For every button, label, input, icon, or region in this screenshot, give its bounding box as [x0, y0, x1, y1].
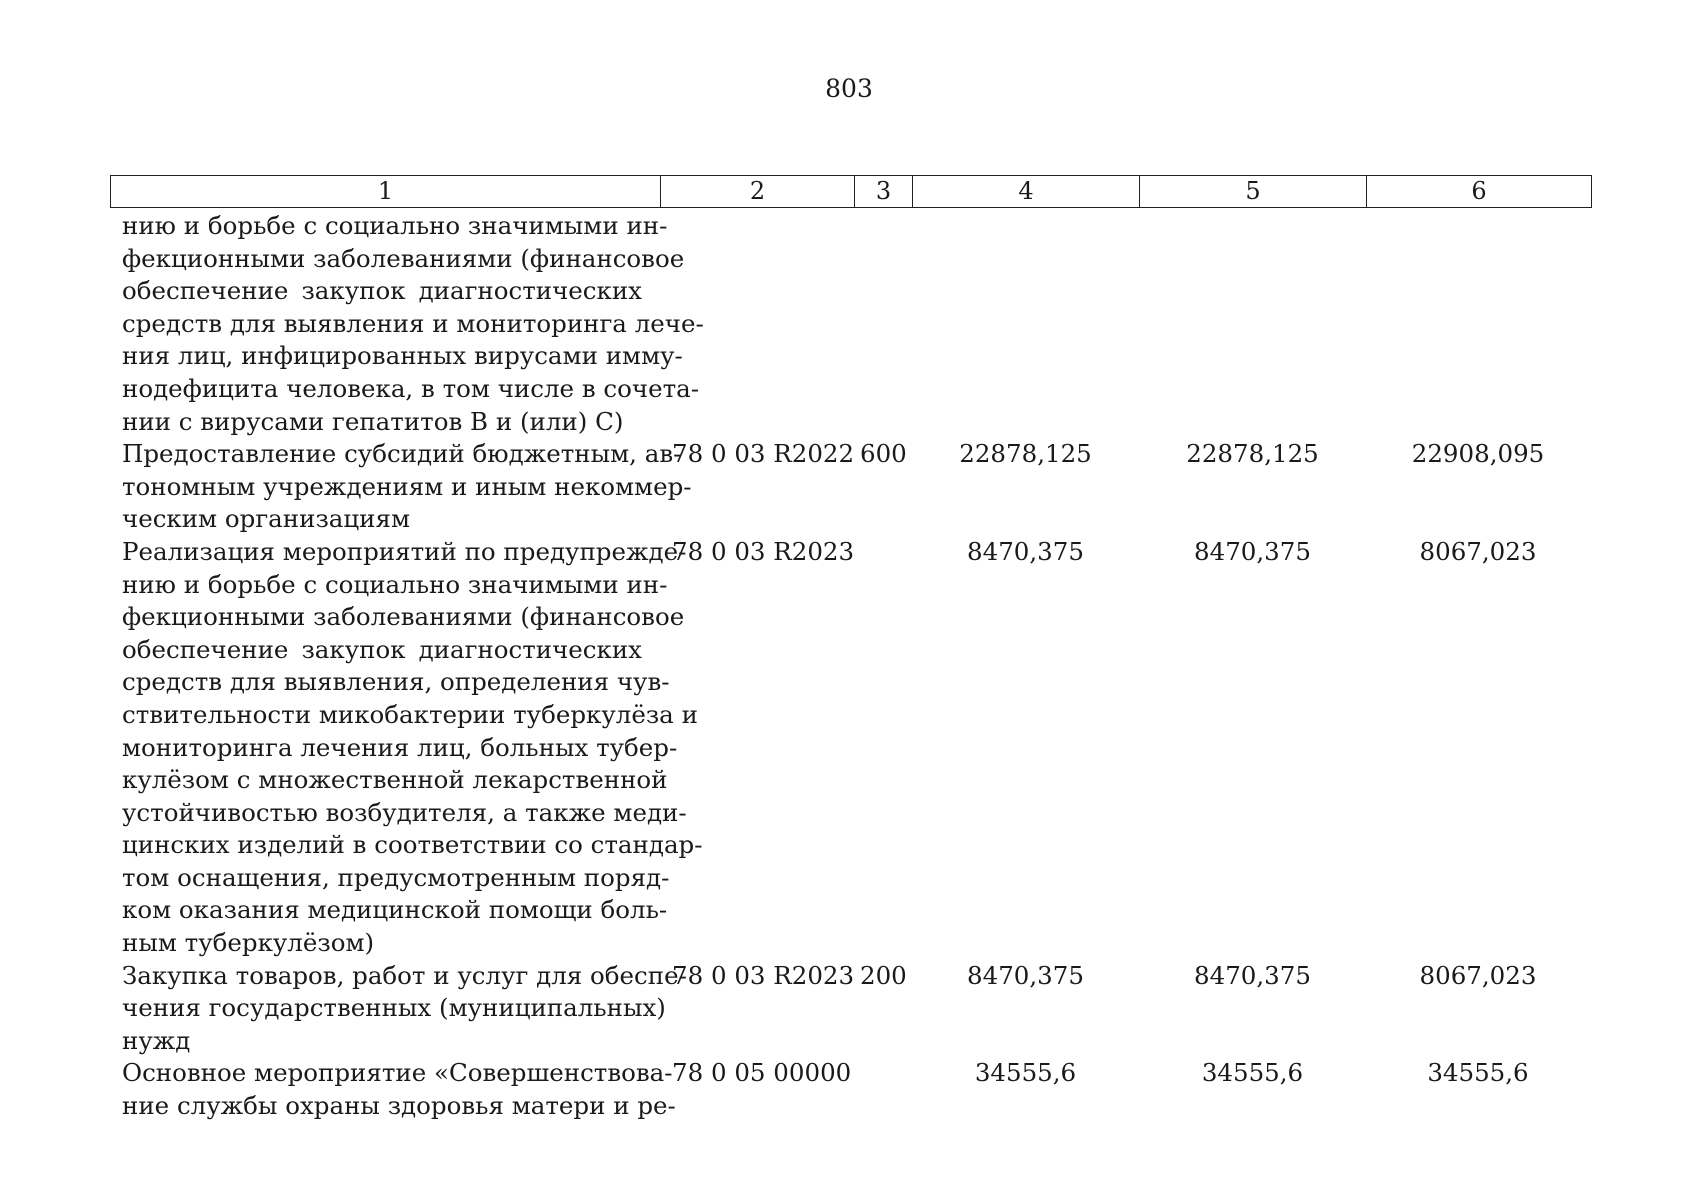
column-header-5: 5 [1140, 176, 1367, 207]
row-code: 78 0 03 R2023 [672, 960, 855, 990]
table-row [110, 960, 1590, 1058]
row-value-5: 22878,125 [1186, 439, 1319, 469]
row-type: 600 [860, 439, 907, 469]
row-description [110, 210, 704, 438]
description-line: средств для выявления и мониторинга лече- [122, 308, 704, 338]
description-line: кулёзом с множественной лекарственной [122, 765, 668, 795]
row-value-5: 34555,6 [1201, 1058, 1304, 1088]
row-description [110, 960, 687, 1058]
description-line: фекционными заболеваниями (финансовое [122, 243, 685, 273]
description-line: чения государственных (муниципальных) [122, 993, 666, 1023]
row-description [110, 438, 692, 536]
row-value-6: 8067,023 [1419, 536, 1537, 566]
row-value-4: 8470,375 [967, 960, 1084, 990]
table-header [110, 175, 1592, 208]
description-line: ния лиц, инфицированных вирусами имму- [122, 341, 683, 371]
row-value-5: 8470,375 [1194, 536, 1311, 566]
row-code: 78 0 03 R2022 [672, 439, 855, 469]
row-value-5 [1139, 210, 1366, 438]
row-type [854, 536, 912, 960]
table-row [110, 438, 1590, 536]
row-description [110, 536, 703, 960]
row-type [854, 1057, 912, 1122]
row-code: 78 0 03 R2023 [672, 536, 855, 566]
row-value-6: 8067,023 [1419, 960, 1537, 990]
row-value-6: 22908,095 [1411, 439, 1545, 469]
description-line: ние службы охраны здоровья матери и ре- [122, 1091, 676, 1121]
row-code [660, 210, 854, 438]
description-line: обеспечение закупок диагностических [122, 276, 642, 306]
row-type: 200 [860, 960, 907, 990]
description-line: ком оказания медицинской помощи боль- [122, 895, 668, 925]
row-value-4: 34555,6 [974, 1058, 1077, 1088]
description-line: Предоставление субсидий бюджетным, ав- [122, 439, 682, 469]
row-value-4: 22878,125 [959, 439, 1092, 469]
description-line: фекционными заболеваниями (финансовое [122, 602, 685, 632]
description-line: устойчивостью возбудителя, а также меди- [122, 797, 687, 827]
description-line: нужд [122, 1025, 191, 1055]
description-line: тономным учреждениям и иным некоммер- [122, 471, 692, 501]
row-value-4 [912, 210, 1139, 438]
description-line: Основное мероприятие «Совершенствова- [122, 1058, 673, 1088]
row-value-4: 8470,375 [967, 536, 1084, 566]
description-line: средств для выявления, определения чув- [122, 667, 670, 697]
description-line: нию и борьбе с социально значимыми ин- [122, 211, 668, 240]
description-line: ствительности микобактерии туберкулёза и [122, 699, 698, 729]
column-header-6: 6 [1471, 177, 1487, 205]
row-code: 78 0 05 00000 [672, 1058, 852, 1088]
row-description [110, 1057, 676, 1122]
table-row [110, 536, 1590, 960]
table-body [110, 210, 1590, 1123]
description-line: нодефицита человека, в том числе в сочета- [122, 373, 700, 403]
description-line: ческим организациям [122, 504, 411, 534]
description-line: мониторинга лечения лиц, больных тубер- [122, 732, 678, 762]
column-header-3: 3 [855, 176, 913, 207]
column-header-1: 1 [111, 176, 661, 207]
column-header-2: 2 [661, 176, 855, 207]
description-line: нию и борьбе с социально значимыми ин- [122, 569, 668, 599]
table-row [110, 1057, 1590, 1122]
description-line: цинских изделий в соответствии со стандар- [122, 830, 703, 860]
description-line: Закупка товаров, работ и услуг для обеспе- [122, 960, 687, 990]
description-line: Реализация мероприятий по предупрежде- [122, 536, 687, 566]
table-row [110, 210, 1590, 438]
page-number: 803 [825, 74, 873, 103]
row-value-5: 8470,375 [1194, 960, 1311, 990]
description-line: нии с вирусами гепатитов В и (или) С) [122, 406, 624, 436]
description-line: том оснащения, предусмотренным поряд- [122, 862, 670, 892]
row-type [854, 210, 912, 438]
row-value-6: 34555,6 [1427, 1058, 1529, 1088]
description-line: ным туберкулёзом) [122, 928, 375, 958]
row-value-6 [1366, 210, 1590, 438]
column-header-4: 4 [913, 176, 1140, 207]
description-line: обеспечение закупок диагностических [122, 634, 642, 664]
